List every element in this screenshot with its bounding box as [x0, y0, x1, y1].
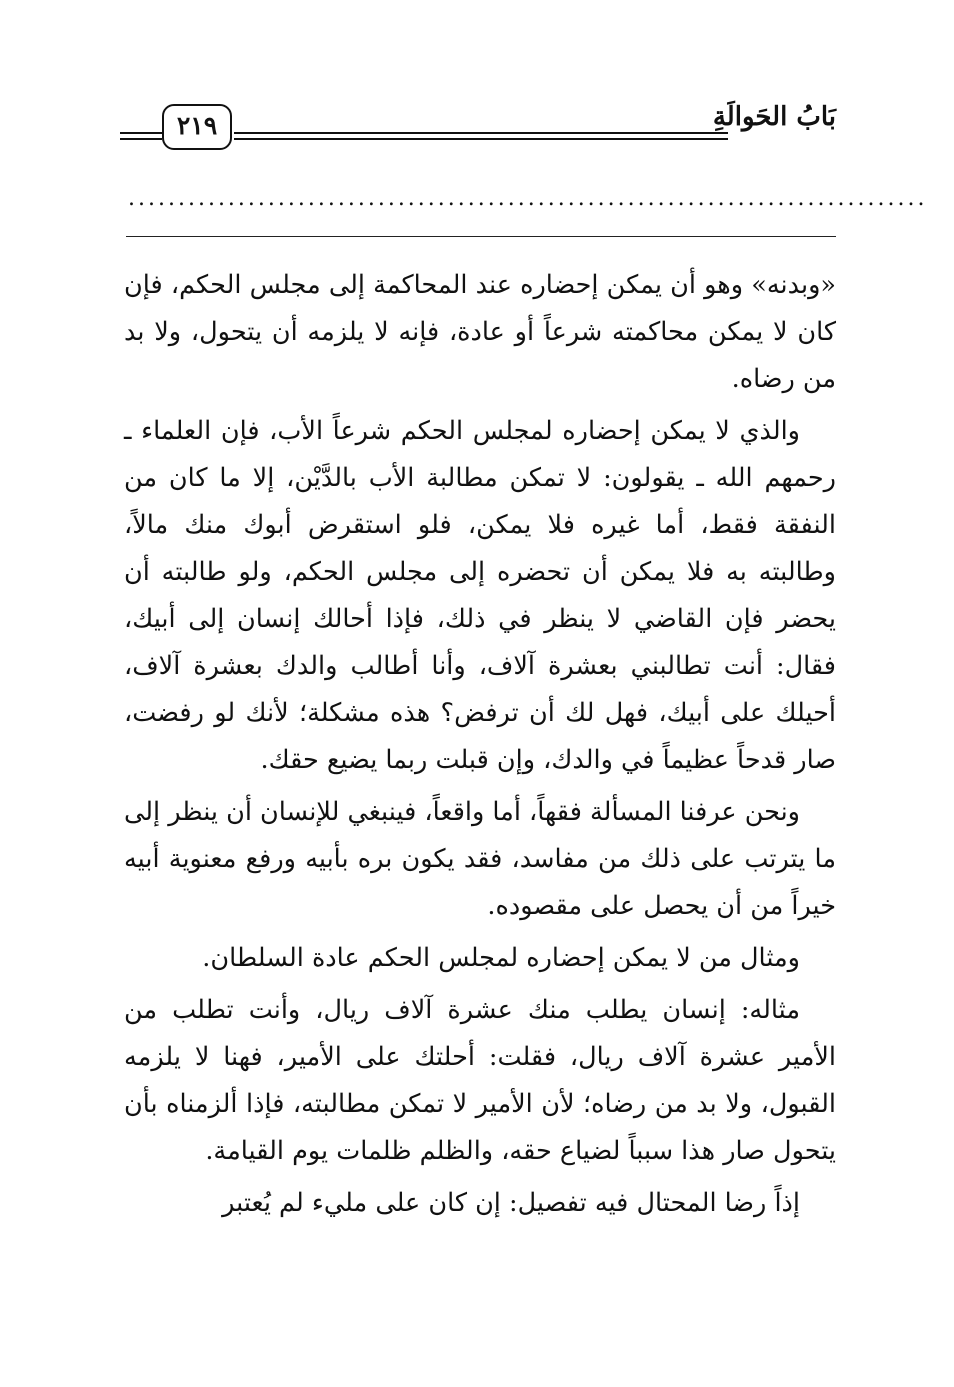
chapter-title: بَابُ الحَوالَةِ	[712, 102, 836, 132]
header-rule-left-lower	[120, 138, 162, 140]
paragraph: ونحن عرفنا المسألة فقهاً، أما واقعاً، فينبغي للإنسان أن ينظر إلى ما يترتب على ذلك من مفاسد، فقد يكون بره بأبيه ورفع معنوية أبيه خيراً من أن يحصل على مقصوده.	[124, 797, 836, 921]
paragraph: والذي لا يمكن إحضاره لمجلس الحكم شرعاً الأب، فإن العلماء ـ رحمهم الله ـ يقولون: لا تمكن مطالبة الأب بالدَّيْن، إلا ما كان من النفقة فقط، أما غيره فلا يمكن، فلو استقرض أبوك منك مالاً، وطالبته به فلا يمكن أن تحضره إلى مجلس الحكم، ولو طالبته أن يحضر فإن القاضي لا ينظر في ذلك، فإذا أحالك إنسان إلى أبيك، فقال: أنت تطالبني بعشرة آلاف، وأنا أطالب والدك بعشرة آلاف، أحيلك على أبيك، فهل لك أن ترفض؟ هذه مشكلة؛ لأنك لو رفضت، صار قدحاً عظيماً في والدك، وإن قبلت ربما يضيع حقك.	[124, 416, 836, 775]
paragraph: ومثال من لا يمكن إحضاره لمجلس الحكم عادة السلطان.	[202, 943, 800, 973]
page-body	[124, 262, 836, 1232]
dotted-divider: ................................................................................	[128, 186, 928, 211]
page-number: ٢١٩	[162, 104, 232, 150]
header-rule-lower	[234, 138, 728, 140]
separator-line	[126, 236, 836, 237]
page-header	[120, 100, 836, 160]
header-rule-left-upper	[120, 132, 162, 134]
paragraph: إذاً رضا المحتال فيه تفصيل: إن كان على مليء لم يُعتبر	[222, 1188, 800, 1218]
paragraph: مثاله: إنسان يطلب منك عشرة آلاف ريال، وأنت تطلب من الأمير عشرة آلاف ريال، فقلت: أحلتك على الأمير، فهنا لا يلزمه القبول، ولا بد من رضاه؛ لأن الأمير لا تمكن مطالبته، فإذا ألزمناه بأن يتحول صار هذا سبباً لضياع حقه، والظلم ظلمات يوم القيامة.	[124, 995, 836, 1166]
header-rule-upper	[234, 132, 728, 134]
paragraph: «وبدنه» وهو أن يمكن إحضاره عند المحاكمة إلى مجلس الحكم، فإن كان لا يمكن محاكمته شرعاً أو عادة، فإنه لا يلزمه أن يتحول، ولا بد من رضاه.	[124, 270, 836, 394]
